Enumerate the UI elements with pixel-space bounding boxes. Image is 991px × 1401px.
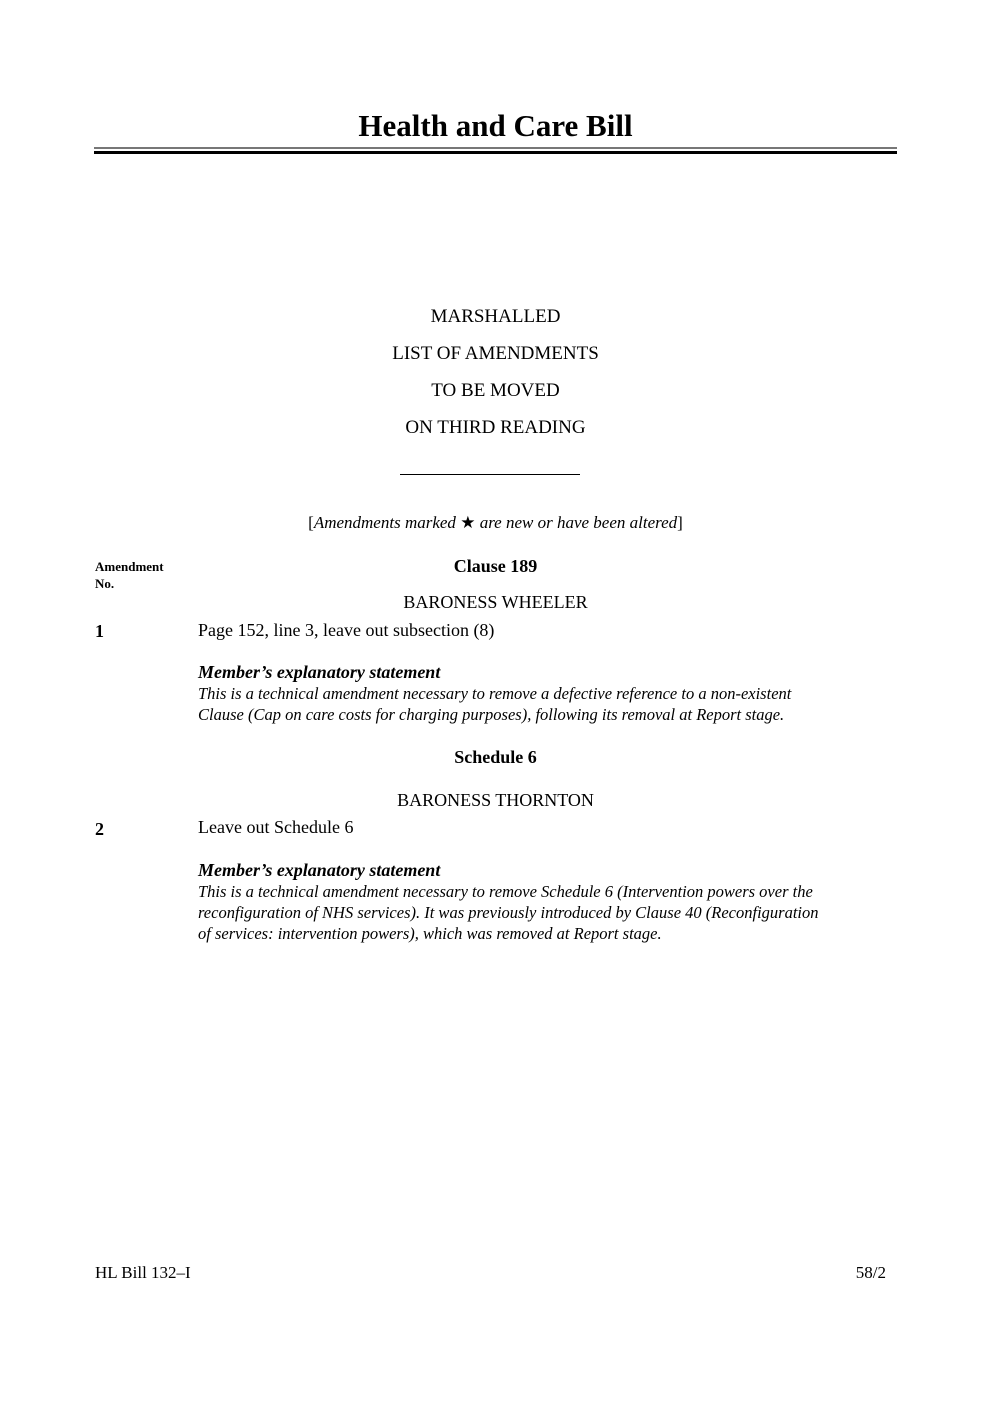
bill-reference: HL Bill 132–I <box>95 1263 191 1282</box>
note-text: Amendments marked <box>313 513 456 532</box>
statement-line: reconfiguration of NHS services). It was previously introduced by Clause 40 (Reconfiguration <box>198 903 819 922</box>
title-rule-thick <box>94 151 897 154</box>
explanatory-statement <box>198 661 918 725</box>
cover-line: LIST OF AMENDMENTS <box>392 343 599 364</box>
note-bracket: [ <box>308 513 314 532</box>
cover-line: TO BE MOVED <box>431 380 560 401</box>
member-name: BARONESS THORNTON <box>397 790 594 810</box>
statement-line: This is a technical amendment necessary to remove Schedule 6 (Intervention powers over the <box>198 882 813 901</box>
section-heading: Clause 189 <box>453 556 538 576</box>
amendments-note <box>0 512 991 534</box>
statement-title: Member’s explanatory statement <box>198 662 441 682</box>
cover-line: ON THIRD READING <box>405 417 586 438</box>
document-title: Health and Care Bill <box>358 108 633 143</box>
amendment-text: Leave out Schedule 6 <box>198 817 354 837</box>
amendment-number: 1 <box>95 621 104 641</box>
member-name: BARONESS WHEELER <box>403 592 588 612</box>
note-bracket: ] <box>677 513 683 532</box>
note-text: are new or have been altered <box>479 513 678 532</box>
title-rule-thin <box>94 147 897 149</box>
statement-line: This is a technical amendment necessary to remove a defective reference to a non-existent <box>198 684 792 703</box>
column-header-line: Amendment <box>95 559 164 574</box>
section-heading: Schedule 6 <box>454 747 537 767</box>
page-reference: 58/2 <box>855 1263 886 1282</box>
explanatory-statement <box>198 859 918 944</box>
statement-title: Member’s explanatory statement <box>198 860 441 880</box>
amendment-text: Page 152, line 3, leave out subsection (8) <box>198 620 495 640</box>
cover-line: MARSHALLED <box>430 306 561 327</box>
statement-line: of services: intervention powers), which was removed at Report stage. <box>198 924 662 943</box>
divider <box>400 474 580 475</box>
column-header-line: No. <box>95 576 115 591</box>
statement-line: Clause (Cap on care costs for charging purposes), following its removal at Report stage. <box>198 705 785 724</box>
amendment-number: 2 <box>95 819 104 839</box>
star-icon: ★ <box>460 513 476 532</box>
